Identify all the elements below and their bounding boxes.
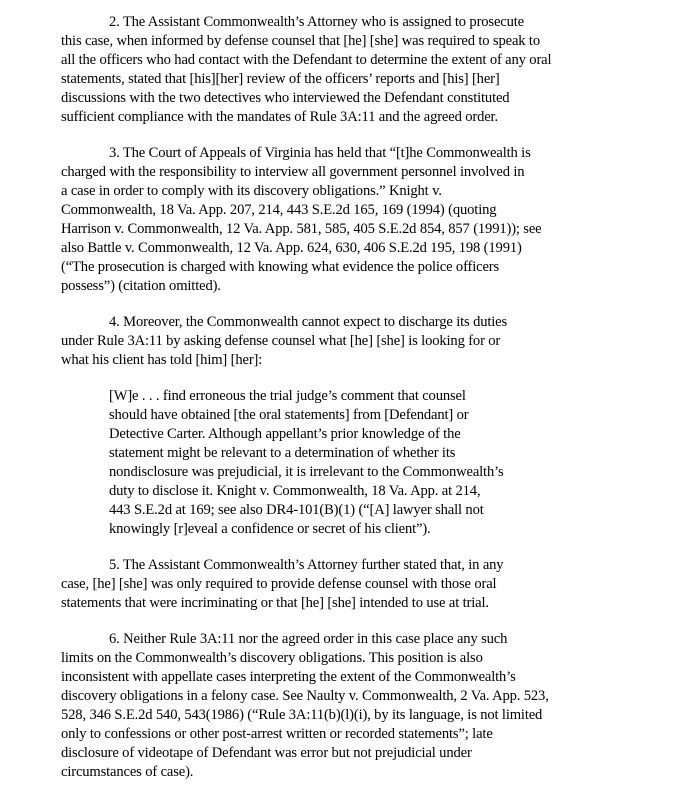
text-line: circumstances of case). [61,764,194,780]
text-line: only to confessions or other post-arrest written or recorded statements”; late [61,726,493,742]
text-line: case, [he] [she] was only required to provide defense counsel with those oral [61,576,497,592]
quote-line: [W]e . . . find erroneous the trial judge’s comment that counsel [109,388,466,404]
text-line: 5. The Assistant Commonwealth’s Attorney further stated that, in any [109,557,504,573]
block-quote [61,387,642,539]
text-line: charged with the responsibility to interview all government personnel involved in [61,164,525,180]
quote-line: knowingly [r]eveal a confidence or secret of his client”). [109,521,431,537]
text-line: under Rule 3A:11 by asking defense counsel what [he] [she] is looking for or [61,333,501,349]
text-line: limits on the Commonwealth’s discovery obligations. This position is also [61,650,483,666]
text-line: statements, stated that [his][her] review of the officers’ reports and [his] [her] [61,71,500,87]
text-line: discussions with the two detectives who interviewed the Defendant constituted [61,90,510,106]
quote-line: 443 S.E.2d at 169; see also DR4-101(B)(1) (“[A] lawyer shall not [109,502,484,518]
text-line: (“The prosecution is charged with knowing what evidence the police officers [61,259,500,275]
text-line: all the officers who had contact with the Defendant to determine the extent of any oral [61,52,552,68]
text-line: this case, when informed by defense counsel that [he] [she] was required to speak to [61,33,540,49]
paragraph-3 [61,144,642,296]
text-line: inconsistent with appellate cases interpreting the extent of the Commonwealth’s [61,669,516,685]
text-line: possess”) (citation omitted). [61,278,221,294]
text-line: Commonwealth, 18 Va. App. 207, 214, 443 S.E.2d 165, 169 (1994) (quoting [61,202,497,218]
paragraph-5 [61,556,642,613]
text-line: 2. The Assistant Commonwealth’s Attorney who is assigned to prosecute [109,14,524,30]
text-line: 3. The Court of Appeals of Virginia has held that “[t]he Commonwealth is [109,145,531,161]
text-line: 4. Moreover, the Commonwealth cannot expect to discharge its duties [109,314,508,330]
paragraph-4 [61,313,642,370]
quote-line: duty to disclose it. Knight v. Commonwealth, 18 Va. App. at 214, [109,483,481,499]
paragraph-6 [61,630,642,782]
text-line: statements that were incriminating or that [he] [she] intended to use at trial. [61,595,489,611]
text-line: disclosure of videotape of Defendant was error but not prejudicial under [61,745,472,761]
text-line: Harrison v. Commonwealth, 12 Va. App. 581, 585, 405 S.E.2d 854, 857 (1991)); see [61,221,542,237]
paragraph-2 [61,13,642,127]
text-line: a case in order to comply with its discovery obligations.” Knight v. [61,183,442,199]
text-line: 6. Neither Rule 3A:11 nor the agreed order in this case place any such [109,631,508,647]
text-line: sufficient compliance with the mandates of Rule 3A:11 and the agreed order. [61,109,498,125]
text-line: 528, 346 S.E.2d 540, 543(1986) (“Rule 3A:11(b)(l)(i), by its language, is not limited [61,707,543,723]
quote-line: Detective Carter. Although appellant’s prior knowledge of the [109,426,461,442]
quote-line: should have obtained [the oral statements] from [Defendant] or [109,407,469,423]
quote-line: statement might be relevant to a determination of whether its [109,445,456,461]
text-line: discovery obligations in a felony case. See Naulty v. Commonwealth, 2 Va. App. 523, [61,688,549,704]
text-line: what his client has told [him] [her]: [61,352,263,368]
text-line: also Battle v. Commonwealth, 12 Va. App. 624, 630, 406 S.E.2d 195, 198 (1991) [61,240,522,256]
quote-line: nondisclosure was prejudicial, it is irrelevant to the Commonwealth’s [109,464,504,480]
